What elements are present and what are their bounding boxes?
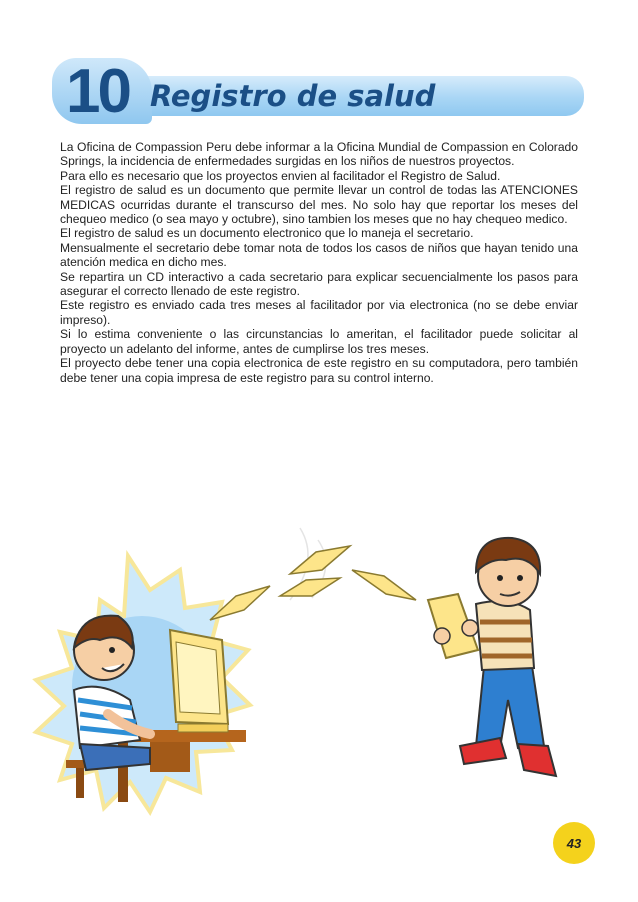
flying-papers-illustration bbox=[210, 528, 416, 620]
paragraph: El registro de salud es un documento que permite llevar un control de todas las ATENCIONES MEDICAS ocurridas durante el transcurso del mes. No solo hay que reportar los meses del chequeo medico (o sea mayo y octubre), sino tambien los meses que no hay chequeo medico. bbox=[60, 183, 578, 227]
paragraph: Mensualmente el secretario debe tomar nota de todos los casos de niños que hayan tenido una atención medica en dicho mes. bbox=[60, 240, 578, 270]
chapter-number: 10 bbox=[66, 57, 129, 126]
paragraph: La Oficina de Compassion Peru debe informar a la Oficina Mundial de Compassion en Colorado Springs, la incidencia de enfermedades surgidas en los niños de nuestros proyectos. bbox=[60, 140, 578, 169]
boy-with-paper-illustration bbox=[428, 538, 556, 776]
page-number-badge: 43 bbox=[553, 822, 595, 864]
paragraph: Se repartira un CD interactivo a cada secretario para explicar secuencialmente los pasos para asegurar el correcto llenado de este registro. bbox=[60, 269, 578, 299]
paragraph: Si lo estima conveniente o las circunstancias lo ameritan, el facilitador puede solicitar al proyecto un adelanto del informe, antes de cumplirse los tres meses. bbox=[60, 327, 578, 356]
paragraph: El registro de salud es un documento electronico que lo maneja el secretario. bbox=[60, 226, 474, 241]
paragraph: El proyecto debe tener una copia electronica de este registro en su computadora, pero también debe tener una copia impresa de este registro para su control interno. bbox=[60, 356, 578, 385]
page-title: Registro de salud bbox=[150, 79, 436, 113]
paragraph: Para ello es necesario que los proyectos envien al facilitador el Registro de Salud. bbox=[60, 168, 501, 183]
paragraph: Este registro es enviado cada tres meses al facilitador por via electronica (no se debe enviar impreso). bbox=[60, 298, 578, 327]
